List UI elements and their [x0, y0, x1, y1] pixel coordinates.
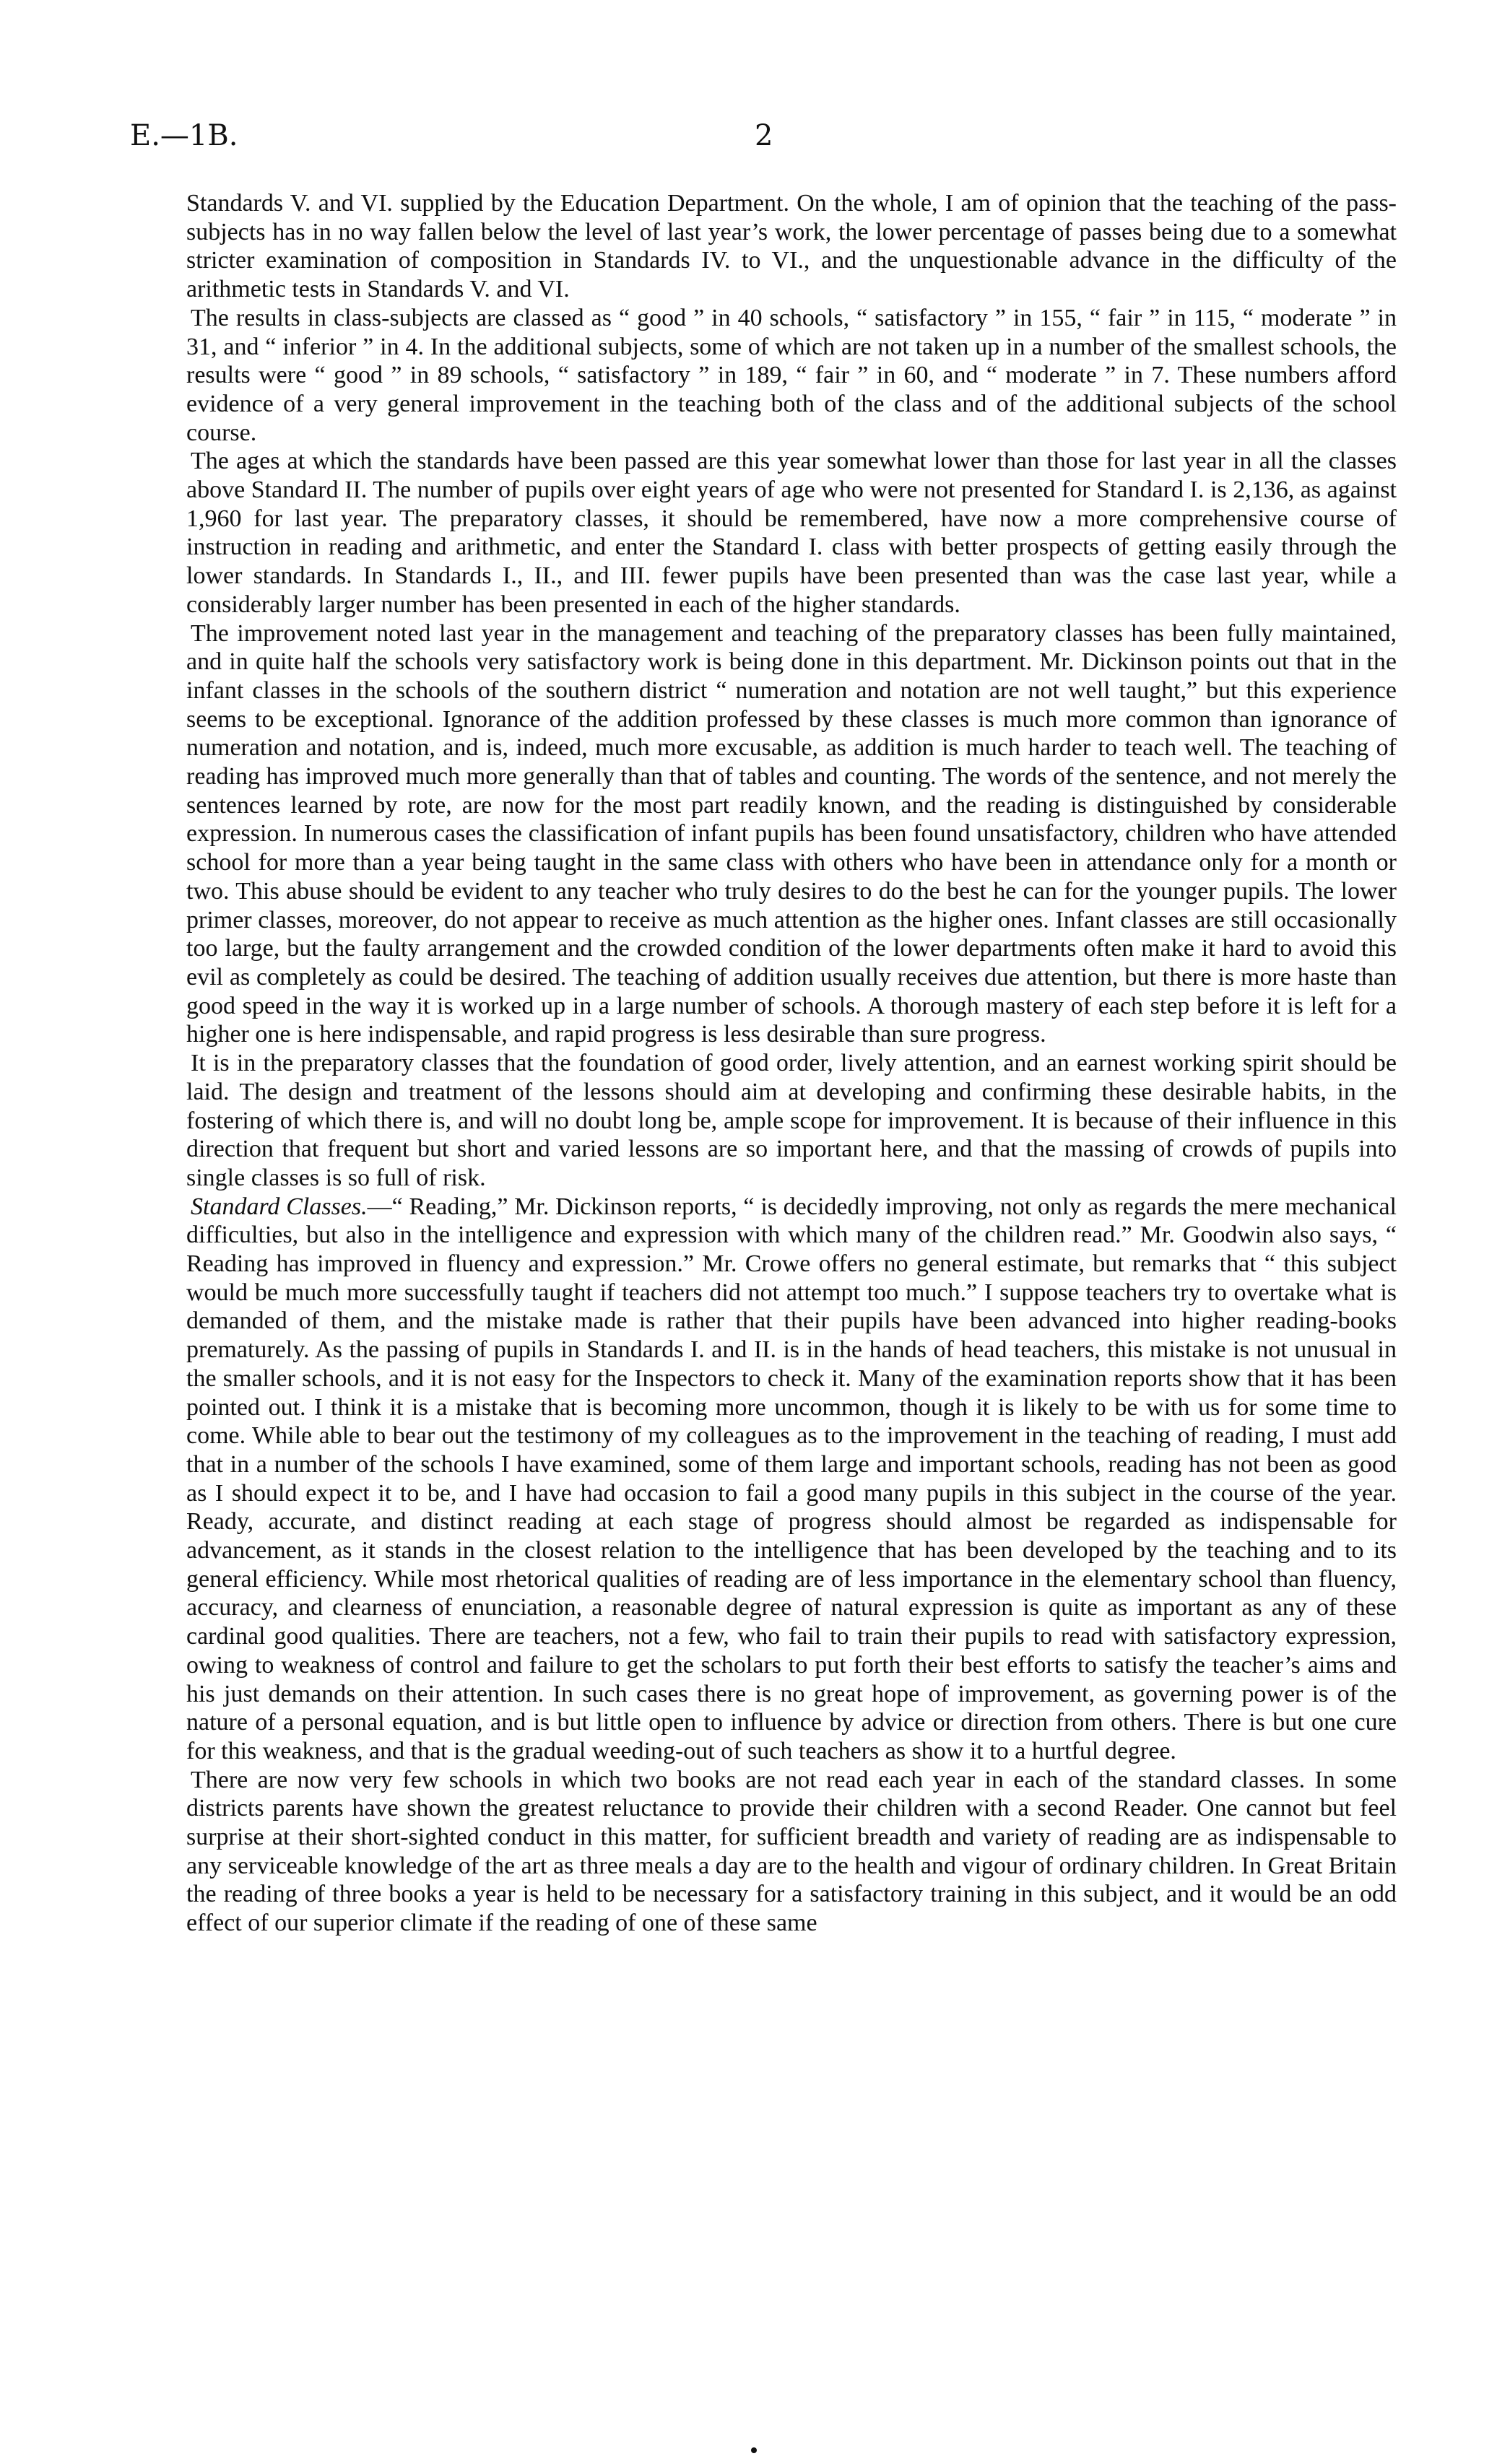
page-header	[130, 119, 1383, 162]
paragraph-ages: The ages at which the standards have been passed are this year somewhat lower than those for last year in all the classes above Standard II. The number of pupils over eight years of age who were not presented for Standard I. is 2,136, as against 1,960 for last year. The preparatory classes, it should be remembered, have now a more comprehensive course of instruction in reading and arithmetic, and enter the Standard I. class with better prospects of getting easily through the lower standards. In Standards I., II., and III. fewer pupils have been presented than was the case last year, while a considerably larger number has been presented in each of the higher standards.	[186, 448, 1397, 618]
paragraph-class-subjects: The results in class-subjects are classed as “ good ” in 40 schools, “ satisfactory ” in 155, “ fair ” in 115, “ moderate ” in 31, and “ inferior ” in 4. In the additional subjects, some of which are not taken up in a number of the smallest schools, the results were “ good ” in 89 schools, “ satisfactory ” in 189, “ fair ” in 60, and “ moderate ” in 7. These numbers afford evidence of a very general improvement in the teaching both of the class and of the additional subjects of the school course.	[186, 304, 1397, 446]
paragraph-standard-classes	[186, 1193, 1397, 1766]
side-heading: Standard Classes.	[191, 1193, 368, 1220]
standard-classes-text: —“ Reading,” Mr. Dickinson reports, “ is decidedly improving, not only as regards the mere mechanical difficulties, but also in the intelligence and expression with which many of the children read.” Mr. Goodwin also says, “ Reading has improved in fluency and expression.” Mr. Crowe offers no general estimate, but remarks that “ this subject would be much more successfully taught if teachers did not attempt too much.” I suppose teachers try to overtake what is demanded of them, and the mistake made is rather that their pupils have been advanced into higher reading-books prematurely. As the passing of pupils in Standards I. and II. is in the hands of head teachers, this mistake is not unusual in the smaller schools, and it is not easy for the Inspectors to check it. Many of the examination reports show that it has been pointed out. I think it is a mistake that is becoming more uncommon, though it is likely to be with us for some time to come. While able to bear out the testimony of my colleagues as to the improvement in the teaching of reading, I must add that in a number of the schools I have examined, some of them large and important schools, reading has not been as good as I should expect it to be, and I have had occasion to fail a good many pupils in this subject in the course of the year. Ready, accurate, and distinct reading at each stage of progress should almost be regarded as indispensable for advancement, as it stands in the closest relation to the intelligence that has been developed by the teaching and to its general efficiency. While most rhetorical qualities of reading are of less importance in the elementary school than fluency, accuracy, and clearness of enunciation, a reasonable degree of natural expression is quite as important as any of these cardinal good qualities. There are teachers, not a few, who fail to train their pupils to read with satisfactory expression, owing to weakness of control and failure to get the scholars to put forth their best efforts to satisfy the teacher’s aims and his just demands on their attention. In such cases there is no great hope of improvement, as governing power is of the nature of a personal equation, and is but little open to influence by advice or direction from others. There is but one cure for this weakness, and that is the gradual weeding-out of such teachers as show it to a hurtful degree.	[186, 1193, 1397, 1764]
paragraph-continuation: Standards V. and VI. supplied by the Education Department. On the whole, I am of opinion that the teaching of the pass-subjects has in no way fallen below the level of last year’s work, the lower percentage of passes being due to a somewhat stricter examination of composition in Standards IV. to VI., and the unquestionable advance in the difficulty of the arithmetic tests in Standards V. and VI.	[186, 190, 1397, 303]
paragraph-preparatory-classes: The improvement noted last year in the management and teaching of the preparatory classes has been fully maintained, and in quite half the schools very satisfactory work is being done in this department. Mr. Dickinson points out that in the infant classes in the schools of the southern district “ numeration and notation are not well taught,” but this experience seems to be exceptional. Ignorance of the addition professed by these classes is much more common than ignorance of numeration and notation, and is, indeed, much more excusable, as addition is much harder to teach well. The teaching of reading has improved much more generally than that of tables and counting. The words of the sentence, and not merely the sentences learned by rote, are now for the most part readily known, and the reading is distinguished by considerable expression. In numerous cases the classification of infant pupils has been found unsatisfactory, children who have attended school for more than a year being taught in the same class with others who have been in attendance only for a month or two. This abuse should be evident to any teacher who truly desires to do the best he can for the younger pupils. The lower primer classes, moreover, do not appear to receive as much attention as the higher ones. Infant classes are still occasionally too large, but the faulty arrangement and the crowded condition of the lower departments often make it hard to avoid this evil as completely as could be desired. The teaching of addition usually receives due attention, but there is more haste than good speed in the way it is worked up in a large number of schools. A thorough mastery of each step before it is left for a higher one is here indispensable, and rapid progress is less desirable than sure progress.	[186, 619, 1397, 1048]
footer-dot	[751, 2447, 757, 2453]
paragraph-readers: There are now very few schools in which two books are not read each year in each of the standard classes. In some districts parents have shown the greatest reluctance to provide their children with a second Reader. One cannot but feel surprise at their short-sighted conduct in this matter, for sufficient breadth and variety of reading are as indispensable to any serviceable knowledge of the art as three meals a day are to the health and vigour of ordinary children. In Great Britain the reading of three books a year is held to be necessary for a satisfactory training in this subject, and it would be an odd effect of our superior climate if the reading of one of these same	[186, 1766, 1397, 1937]
paragraph-foundation: It is in the preparatory classes that the foundation of good order, lively attention, and an earnest working spirit should be laid. The design and treatment of the lessons should aim at developing and confirming these desirable habits, in the fostering of which there is, and will no doubt long be, ample scope for improvement. It is because of their influence in this direction that frequent but short and varied lessons are so important here, and that the massing of crowds of pupils into single classes is so full of risk.	[186, 1050, 1397, 1191]
document-reference: E.—1B.	[130, 119, 238, 152]
body-text	[186, 189, 1397, 1938]
page-number: 2	[755, 119, 773, 152]
